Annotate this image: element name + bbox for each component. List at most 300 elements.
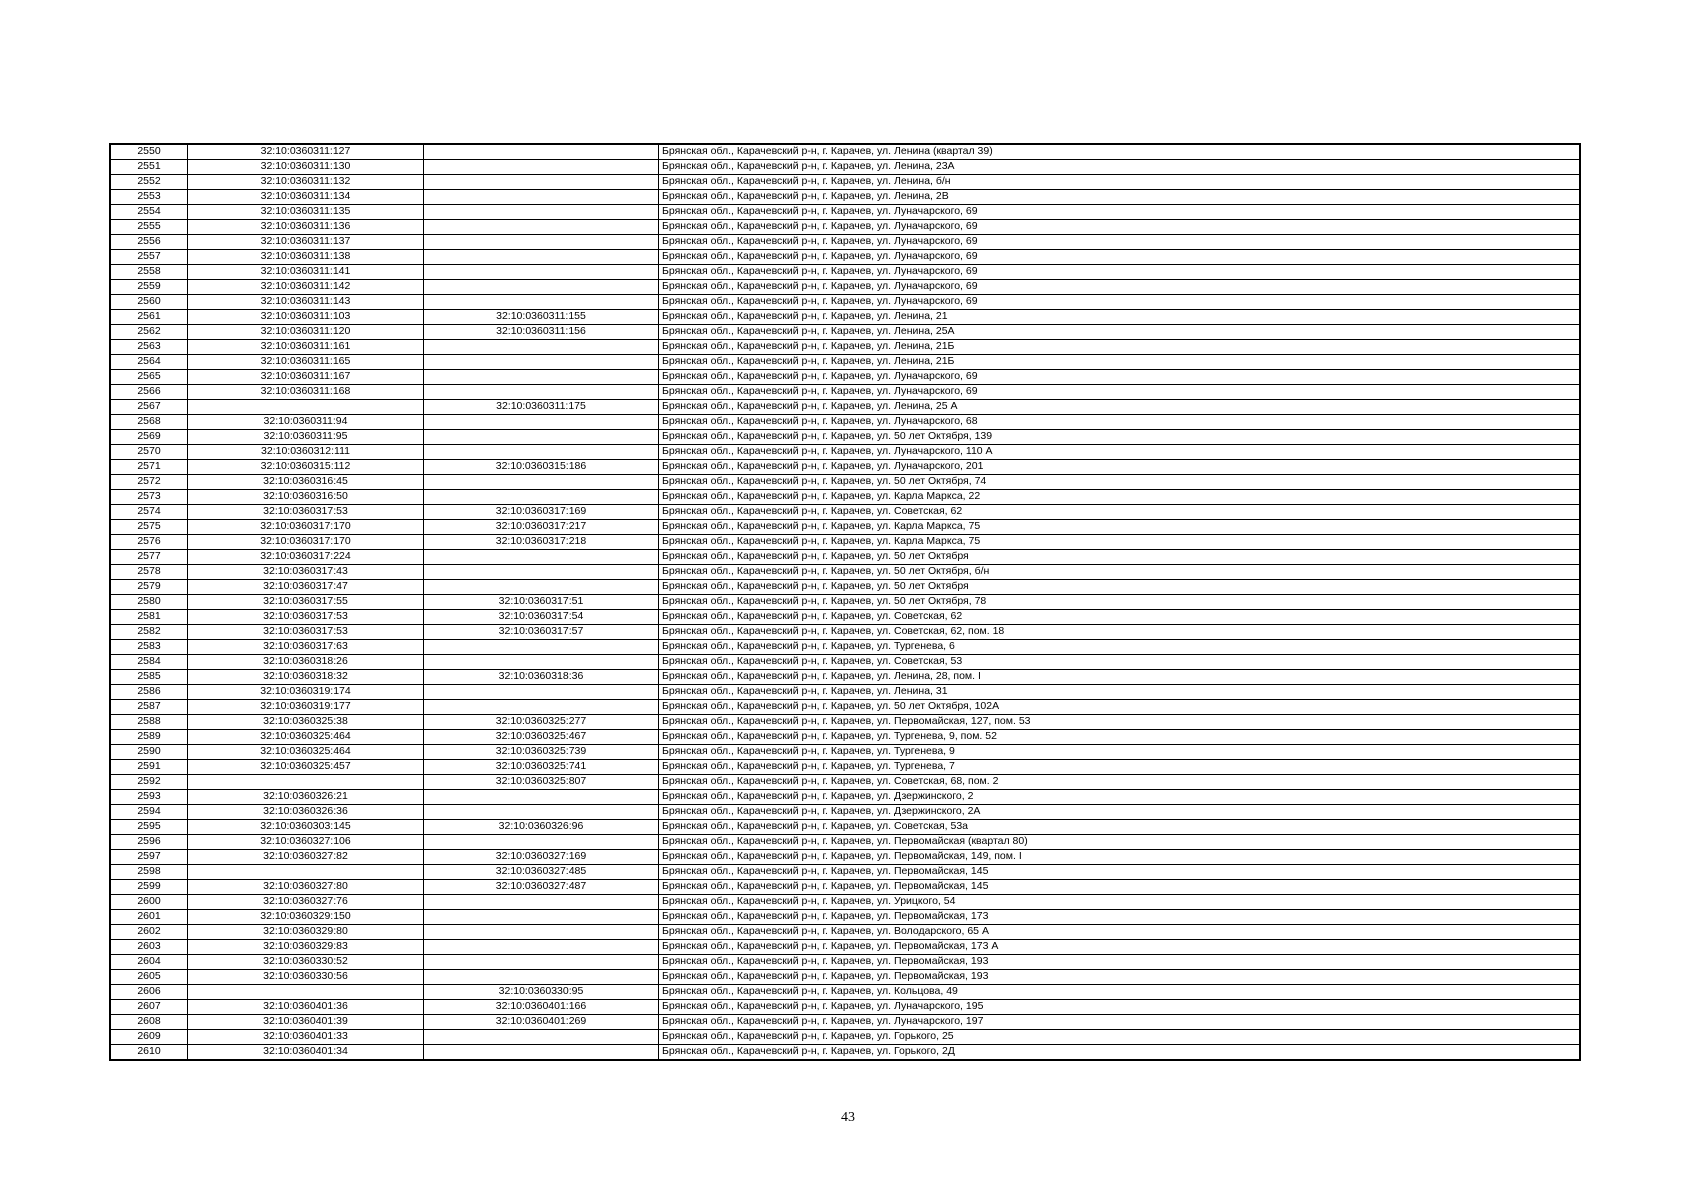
table-row <box>110 985 1580 1000</box>
row-number-cell: 2591 <box>110 760 188 775</box>
address-cell: Брянская обл., Карачевский р-н, г. Карачев, ул. 50 лет Октября, 78 <box>659 595 1581 610</box>
table-row <box>110 655 1580 670</box>
object-cadastral-number-cell <box>424 490 659 505</box>
row-number-cell: 2559 <box>110 280 188 295</box>
table-row <box>110 550 1580 565</box>
table-row <box>110 700 1580 715</box>
table-row <box>110 325 1580 340</box>
address-cell: Брянская обл., Карачевский р-н, г. Карачев, ул. 50 лет Октября <box>659 580 1581 595</box>
cadastral-number-cell: 32:10:0360311:165 <box>188 355 424 370</box>
address-cell: Брянская обл., Карачевский р-н, г. Карачев, ул. Луначарского, 69 <box>659 370 1581 385</box>
cadastral-number-cell: 32:10:0360303:145 <box>188 820 424 835</box>
table-row <box>110 910 1580 925</box>
address-cell: Брянская обл., Карачевский р-н, г. Карачев, ул. Луначарского, 69 <box>659 205 1581 220</box>
object-cadastral-number-cell <box>424 565 659 580</box>
object-cadastral-number-cell: 32:10:0360317:218 <box>424 535 659 550</box>
cadastral-number-cell: 32:10:0360317:53 <box>188 625 424 640</box>
address-cell: Брянская обл., Карачевский р-н, г. Карачев, ул. Первомайская, 173 <box>659 910 1581 925</box>
address-cell: Брянская обл., Карачевский р-н, г. Карачев, ул. Луначарского, 69 <box>659 250 1581 265</box>
row-number-cell: 2609 <box>110 1030 188 1045</box>
object-cadastral-number-cell <box>424 955 659 970</box>
table-row <box>110 1000 1580 1015</box>
row-number-cell: 2587 <box>110 700 188 715</box>
address-cell: Брянская обл., Карачевский р-н, г. Карачев, ул. Первомайская, 193 <box>659 970 1581 985</box>
cadastral-number-cell: 32:10:0360317:170 <box>188 535 424 550</box>
address-cell: Брянская обл., Карачевский р-н, г. Карачев, ул. Луначарского, 69 <box>659 280 1581 295</box>
register-table <box>109 143 1581 1061</box>
address-cell: Брянская обл., Карачевский р-н, г. Карачев, ул. Дзержинского, 2А <box>659 805 1581 820</box>
address-cell: Брянская обл., Карачевский р-н, г. Карачев, ул. Луначарского, 201 <box>659 460 1581 475</box>
cadastral-number-cell: 32:10:0360316:50 <box>188 490 424 505</box>
object-cadastral-number-cell <box>424 655 659 670</box>
object-cadastral-number-cell: 32:10:0360327:487 <box>424 880 659 895</box>
address-cell: Брянская обл., Карачевский р-н, г. Карачев, ул. Дзержинского, 2 <box>659 790 1581 805</box>
object-cadastral-number-cell: 32:10:0360325:467 <box>424 730 659 745</box>
cadastral-number-cell: 32:10:0360329:80 <box>188 925 424 940</box>
object-cadastral-number-cell: 32:10:0360325:277 <box>424 715 659 730</box>
cadastral-number-cell: 32:10:0360325:464 <box>188 745 424 760</box>
address-cell: Брянская обл., Карачевский р-н, г. Карачев, ул. Ленина, 25 А <box>659 400 1581 415</box>
object-cadastral-number-cell <box>424 430 659 445</box>
row-number-cell: 2582 <box>110 625 188 640</box>
object-cadastral-number-cell <box>424 175 659 190</box>
row-number-cell: 2577 <box>110 550 188 565</box>
table-row <box>110 160 1580 175</box>
row-number-cell: 2580 <box>110 595 188 610</box>
row-number-cell: 2575 <box>110 520 188 535</box>
table-row <box>110 820 1580 835</box>
object-cadastral-number-cell: 32:10:0360311:156 <box>424 325 659 340</box>
table-row <box>110 190 1580 205</box>
address-cell: Брянская обл., Карачевский р-н, г. Карачев, ул. Луначарского, 197 <box>659 1015 1581 1030</box>
address-cell: Брянская обл., Карачевский р-н, г. Карачев, ул. Первомайская, 193 <box>659 955 1581 970</box>
object-cadastral-number-cell: 32:10:0360401:166 <box>424 1000 659 1015</box>
cadastral-number-cell: 32:10:0360327:82 <box>188 850 424 865</box>
row-number-cell: 2551 <box>110 160 188 175</box>
cadastral-number-cell: 32:10:0360317:170 <box>188 520 424 535</box>
row-number-cell: 2594 <box>110 805 188 820</box>
address-cell: Брянская обл., Карачевский р-н, г. Карачев, ул. Ленина (квартал 39) <box>659 144 1581 160</box>
table-row <box>110 430 1580 445</box>
table-row <box>110 460 1580 475</box>
cadastral-number-cell: 32:10:0360317:63 <box>188 640 424 655</box>
object-cadastral-number-cell: 32:10:0360327:169 <box>424 850 659 865</box>
cadastral-number-cell: 32:10:0360311:120 <box>188 325 424 340</box>
table-row <box>110 280 1580 295</box>
table-row <box>110 265 1580 280</box>
cadastral-number-cell: 32:10:0360326:21 <box>188 790 424 805</box>
object-cadastral-number-cell <box>424 205 659 220</box>
table-row <box>110 310 1580 325</box>
address-cell: Брянская обл., Карачевский р-н, г. Карачев, ул. Первомайская, 173 А <box>659 940 1581 955</box>
cadastral-number-cell: 32:10:0360311:142 <box>188 280 424 295</box>
object-cadastral-number-cell <box>424 235 659 250</box>
object-cadastral-number-cell: 32:10:0360311:175 <box>424 400 659 415</box>
cadastral-number-cell: 32:10:0360317:55 <box>188 595 424 610</box>
object-cadastral-number-cell <box>424 160 659 175</box>
table-row <box>110 970 1580 985</box>
cadastral-number-cell: 32:10:0360311:143 <box>188 295 424 310</box>
row-number-cell: 2584 <box>110 655 188 670</box>
row-number-cell: 2603 <box>110 940 188 955</box>
object-cadastral-number-cell: 32:10:0360317:169 <box>424 505 659 520</box>
table-row <box>110 144 1580 160</box>
object-cadastral-number-cell: 32:10:0360401:269 <box>424 1015 659 1030</box>
object-cadastral-number-cell: 32:10:0360317:57 <box>424 625 659 640</box>
cadastral-number-cell: 32:10:0360330:52 <box>188 955 424 970</box>
row-number-cell: 2608 <box>110 1015 188 1030</box>
object-cadastral-number-cell <box>424 415 659 430</box>
row-number-cell: 2592 <box>110 775 188 790</box>
address-cell: Брянская обл., Карачевский р-н, г. Карачев, ул. Володарского, 65 А <box>659 925 1581 940</box>
address-cell: Брянская обл., Карачевский р-н, г. Карачев, ул. Ленина, 21Б <box>659 355 1581 370</box>
table-row <box>110 595 1580 610</box>
address-cell: Брянская обл., Карачевский р-н, г. Карачев, ул. Первомайская, 149, пом. I <box>659 850 1581 865</box>
address-cell: Брянская обл., Карачевский р-н, г. Карачев, ул. Луначарского, 195 <box>659 1000 1581 1015</box>
address-cell: Брянская обл., Карачевский р-н, г. Карачев, ул. Урицкого, 54 <box>659 895 1581 910</box>
cadastral-number-cell: 32:10:0360311:161 <box>188 340 424 355</box>
table-row <box>110 745 1580 760</box>
address-cell: Брянская обл., Карачевский р-н, г. Карачев, ул. Ленина, 21 <box>659 310 1581 325</box>
table-row <box>110 250 1580 265</box>
table-row <box>110 295 1580 310</box>
row-number-cell: 2597 <box>110 850 188 865</box>
object-cadastral-number-cell <box>424 250 659 265</box>
address-cell: Брянская обл., Карачевский р-н, г. Карачев, ул. Луначарского, 69 <box>659 385 1581 400</box>
address-cell: Брянская обл., Карачевский р-н, г. Карачев, ул. Луначарского, 69 <box>659 235 1581 250</box>
cadastral-number-cell: 32:10:0360311:95 <box>188 430 424 445</box>
object-cadastral-number-cell: 32:10:0360311:155 <box>424 310 659 325</box>
cadastral-number-cell: 32:10:0360316:45 <box>188 475 424 490</box>
row-number-cell: 2560 <box>110 295 188 310</box>
row-number-cell: 2585 <box>110 670 188 685</box>
table-row <box>110 925 1580 940</box>
object-cadastral-number-cell <box>424 910 659 925</box>
row-number-cell: 2561 <box>110 310 188 325</box>
row-number-cell: 2579 <box>110 580 188 595</box>
address-cell: Брянская обл., Карачевский р-н, г. Карачев, ул. Луначарского, 110 А <box>659 445 1581 460</box>
cadastral-number-cell: 32:10:0360319:174 <box>188 685 424 700</box>
address-cell: Брянская обл., Карачевский р-н, г. Карачев, ул. 50 лет Октября, 139 <box>659 430 1581 445</box>
row-number-cell: 2562 <box>110 325 188 340</box>
table-row <box>110 340 1580 355</box>
cadastral-number-cell: 32:10:0360401:36 <box>188 1000 424 1015</box>
address-cell: Брянская обл., Карачевский р-н, г. Карачев, ул. Ленина, 28, пом. I <box>659 670 1581 685</box>
cadastral-number-cell <box>188 865 424 880</box>
address-cell: Брянская обл., Карачевский р-н, г. Карачев, ул. Луначарского, 68 <box>659 415 1581 430</box>
address-cell: Брянская обл., Карачевский р-н, г. Карачев, ул. Ленина, б/н <box>659 175 1581 190</box>
row-number-cell: 2568 <box>110 415 188 430</box>
row-number-cell: 2566 <box>110 385 188 400</box>
object-cadastral-number-cell <box>424 280 659 295</box>
table-row <box>110 385 1580 400</box>
row-number-cell: 2557 <box>110 250 188 265</box>
table-row <box>110 220 1580 235</box>
row-number-cell: 2558 <box>110 265 188 280</box>
address-cell: Брянская обл., Карачевский р-н, г. Карачев, ул. Горького, 25 <box>659 1030 1581 1045</box>
object-cadastral-number-cell <box>424 835 659 850</box>
address-cell: Брянская обл., Карачевский р-н, г. Карачев, ул. Карла Маркса, 75 <box>659 535 1581 550</box>
table-row <box>110 490 1580 505</box>
cadastral-number-cell: 32:10:0360311:103 <box>188 310 424 325</box>
object-cadastral-number-cell <box>424 295 659 310</box>
row-number-cell: 2576 <box>110 535 188 550</box>
address-cell: Брянская обл., Карачевский р-н, г. Карачев, ул. Советская, 53 <box>659 655 1581 670</box>
table-row <box>110 610 1580 625</box>
object-cadastral-number-cell: 32:10:0360318:36 <box>424 670 659 685</box>
address-cell: Брянская обл., Карачевский р-н, г. Карачев, ул. Ленина, 2В <box>659 190 1581 205</box>
row-number-cell: 2589 <box>110 730 188 745</box>
object-cadastral-number-cell <box>424 265 659 280</box>
object-cadastral-number-cell <box>424 1045 659 1061</box>
object-cadastral-number-cell <box>424 340 659 355</box>
row-number-cell: 2588 <box>110 715 188 730</box>
row-number-cell: 2573 <box>110 490 188 505</box>
address-cell: Брянская обл., Карачевский р-н, г. Карачев, ул. Тургенева, 9, пом. 52 <box>659 730 1581 745</box>
address-cell: Брянская обл., Карачевский р-н, г. Карачев, ул. Тургенева, 6 <box>659 640 1581 655</box>
object-cadastral-number-cell <box>424 640 659 655</box>
table-row <box>110 775 1580 790</box>
object-cadastral-number-cell: 32:10:0360325:741 <box>424 760 659 775</box>
table-row <box>110 205 1580 220</box>
cadastral-number-cell: 32:10:0360318:32 <box>188 670 424 685</box>
cadastral-number-cell: 32:10:0360311:136 <box>188 220 424 235</box>
table-row <box>110 715 1580 730</box>
cadastral-number-cell: 32:10:0360317:53 <box>188 610 424 625</box>
table-row <box>110 685 1580 700</box>
row-number-cell: 2583 <box>110 640 188 655</box>
address-cell: Брянская обл., Карачевский р-н, г. Карачев, ул. Первомайская (квартал 80) <box>659 835 1581 850</box>
table-row <box>110 535 1580 550</box>
cadastral-number-cell: 32:10:0360311:168 <box>188 385 424 400</box>
row-number-cell: 2552 <box>110 175 188 190</box>
table-row <box>110 1045 1580 1061</box>
row-number-cell: 2581 <box>110 610 188 625</box>
object-cadastral-number-cell <box>424 925 659 940</box>
address-cell: Брянская обл., Карачевский р-н, г. Карачев, ул. Тургенева, 7 <box>659 760 1581 775</box>
address-cell: Брянская обл., Карачевский р-н, г. Карачев, ул. Советская, 62, пом. 18 <box>659 625 1581 640</box>
row-number-cell: 2556 <box>110 235 188 250</box>
row-number-cell: 2578 <box>110 565 188 580</box>
address-cell: Брянская обл., Карачевский р-н, г. Карачев, ул. Луначарского, 69 <box>659 265 1581 280</box>
address-cell: Брянская обл., Карачевский р-н, г. Карачев, ул. Первомайская, 145 <box>659 880 1581 895</box>
object-cadastral-number-cell <box>424 550 659 565</box>
object-cadastral-number-cell: 32:10:0360330:95 <box>424 985 659 1000</box>
table-row <box>110 850 1580 865</box>
table-row <box>110 835 1580 850</box>
cadastral-number-cell: 32:10:0360311:132 <box>188 175 424 190</box>
cadastral-number-cell: 32:10:0360325:457 <box>188 760 424 775</box>
cadastral-number-cell: 32:10:0360317:224 <box>188 550 424 565</box>
cadastral-number-cell: 32:10:0360330:56 <box>188 970 424 985</box>
table-row <box>110 400 1580 415</box>
table-row <box>110 1030 1580 1045</box>
row-number-cell: 2565 <box>110 370 188 385</box>
object-cadastral-number-cell: 32:10:0360315:186 <box>424 460 659 475</box>
row-number-cell: 2596 <box>110 835 188 850</box>
object-cadastral-number-cell: 32:10:0360317:51 <box>424 595 659 610</box>
object-cadastral-number-cell: 32:10:0360326:96 <box>424 820 659 835</box>
cadastral-number-cell: 32:10:0360327:80 <box>188 880 424 895</box>
address-cell: Брянская обл., Карачевский р-н, г. Карачев, ул. Луначарского, 69 <box>659 220 1581 235</box>
object-cadastral-number-cell: 32:10:0360327:485 <box>424 865 659 880</box>
object-cadastral-number-cell <box>424 1030 659 1045</box>
object-cadastral-number-cell: 32:10:0360317:54 <box>424 610 659 625</box>
address-cell: Брянская обл., Карачевский р-н, г. Карачев, ул. Карла Маркса, 75 <box>659 520 1581 535</box>
row-number-cell: 2602 <box>110 925 188 940</box>
object-cadastral-number-cell <box>424 220 659 235</box>
object-cadastral-number-cell <box>424 144 659 160</box>
object-cadastral-number-cell <box>424 445 659 460</box>
cadastral-number-cell <box>188 400 424 415</box>
table-row <box>110 565 1580 580</box>
object-cadastral-number-cell <box>424 895 659 910</box>
address-cell: Брянская обл., Карачевский р-н, г. Карачев, ул. Ленина, 25А <box>659 325 1581 340</box>
table-row <box>110 625 1580 640</box>
object-cadastral-number-cell <box>424 805 659 820</box>
table-row <box>110 940 1580 955</box>
cadastral-number-cell: 32:10:0360311:138 <box>188 250 424 265</box>
table-row <box>110 790 1580 805</box>
cadastral-number-cell: 32:10:0360329:150 <box>188 910 424 925</box>
row-number-cell: 2563 <box>110 340 188 355</box>
table-row <box>110 895 1580 910</box>
cadastral-number-cell: 32:10:0360401:39 <box>188 1015 424 1030</box>
row-number-cell: 2600 <box>110 895 188 910</box>
table-row <box>110 760 1580 775</box>
table-row <box>110 370 1580 385</box>
object-cadastral-number-cell <box>424 370 659 385</box>
row-number-cell: 2550 <box>110 144 188 160</box>
address-cell: Брянская обл., Карачевский р-н, г. Карачев, ул. Кольцова, 49 <box>659 985 1581 1000</box>
object-cadastral-number-cell <box>424 385 659 400</box>
cadastral-number-cell: 32:10:0360311:130 <box>188 160 424 175</box>
object-cadastral-number-cell <box>424 940 659 955</box>
object-cadastral-number-cell <box>424 790 659 805</box>
address-cell: Брянская обл., Карачевский р-н, г. Карачев, ул. Карла Маркса, 22 <box>659 490 1581 505</box>
table-row <box>110 580 1580 595</box>
row-number-cell: 2607 <box>110 1000 188 1015</box>
cadastral-number-cell: 32:10:0360311:127 <box>188 144 424 160</box>
row-number-cell: 2610 <box>110 1045 188 1061</box>
object-cadastral-number-cell <box>424 190 659 205</box>
table-row <box>110 805 1580 820</box>
row-number-cell: 2599 <box>110 880 188 895</box>
object-cadastral-number-cell <box>424 355 659 370</box>
table-row <box>110 445 1580 460</box>
table-row <box>110 505 1580 520</box>
cadastral-number-cell: 32:10:0360326:36 <box>188 805 424 820</box>
cadastral-number-cell: 32:10:0360401:33 <box>188 1030 424 1045</box>
address-cell: Брянская обл., Карачевский р-н, г. Карачев, ул. Советская, 62 <box>659 610 1581 625</box>
cadastral-number-cell <box>188 775 424 790</box>
row-number-cell: 2598 <box>110 865 188 880</box>
row-number-cell: 2564 <box>110 355 188 370</box>
object-cadastral-number-cell <box>424 700 659 715</box>
row-number-cell: 2586 <box>110 685 188 700</box>
cadastral-number-cell: 32:10:0360317:47 <box>188 580 424 595</box>
row-number-cell: 2604 <box>110 955 188 970</box>
cadastral-number-cell: 32:10:0360325:38 <box>188 715 424 730</box>
address-cell: Брянская обл., Карачевский р-н, г. Карачев, ул. Первомайская, 145 <box>659 865 1581 880</box>
object-cadastral-number-cell: 32:10:0360325:807 <box>424 775 659 790</box>
object-cadastral-number-cell <box>424 685 659 700</box>
address-cell: Брянская обл., Карачевский р-н, г. Карачев, ул. 50 лет Октября <box>659 550 1581 565</box>
cadastral-number-cell: 32:10:0360317:43 <box>188 565 424 580</box>
cadastral-number-cell: 32:10:0360401:34 <box>188 1045 424 1061</box>
table-row <box>110 175 1580 190</box>
address-cell: Брянская обл., Карачевский р-н, г. Карачев, ул. 50 лет Октября, 102А <box>659 700 1581 715</box>
object-cadastral-number-cell <box>424 580 659 595</box>
address-cell: Брянская обл., Карачевский р-н, г. Карачев, ул. Первомайская, 127, пом. 53 <box>659 715 1581 730</box>
table-row <box>110 475 1580 490</box>
object-cadastral-number-cell: 32:10:0360325:739 <box>424 745 659 760</box>
table-row <box>110 865 1580 880</box>
row-number-cell: 2606 <box>110 985 188 1000</box>
row-number-cell: 2595 <box>110 820 188 835</box>
register-table-body <box>110 144 1580 1060</box>
address-cell: Брянская обл., Карачевский р-н, г. Карачев, ул. Ленина, 31 <box>659 685 1581 700</box>
row-number-cell: 2593 <box>110 790 188 805</box>
table-row <box>110 640 1580 655</box>
row-number-cell: 2601 <box>110 910 188 925</box>
row-number-cell: 2605 <box>110 970 188 985</box>
cadastral-number-cell: 32:10:0360311:134 <box>188 190 424 205</box>
cadastral-number-cell: 32:10:0360317:53 <box>188 505 424 520</box>
table-row <box>110 730 1580 745</box>
row-number-cell: 2567 <box>110 400 188 415</box>
cadastral-number-cell: 32:10:0360311:94 <box>188 415 424 430</box>
cadastral-number-cell: 32:10:0360329:83 <box>188 940 424 955</box>
page-number: 43 <box>841 1110 855 1125</box>
address-cell: Брянская обл., Карачевский р-н, г. Карачев, ул. Тургенева, 9 <box>659 745 1581 760</box>
table-row <box>110 520 1580 535</box>
address-cell: Брянская обл., Карачевский р-н, г. Карачев, ул. Советская, 53а <box>659 820 1581 835</box>
cadastral-number-cell: 32:10:0360311:141 <box>188 265 424 280</box>
address-cell: Брянская обл., Карачевский р-н, г. Карачев, ул. 50 лет Октября, 74 <box>659 475 1581 490</box>
table-row <box>110 880 1580 895</box>
table-row <box>110 415 1580 430</box>
row-number-cell: 2574 <box>110 505 188 520</box>
object-cadastral-number-cell: 32:10:0360317:217 <box>424 520 659 535</box>
cadastral-number-cell: 32:10:0360312:111 <box>188 445 424 460</box>
row-number-cell: 2571 <box>110 460 188 475</box>
cadastral-number-cell: 32:10:0360327:76 <box>188 895 424 910</box>
cadastral-number-cell: 32:10:0360311:167 <box>188 370 424 385</box>
table-row <box>110 355 1580 370</box>
cadastral-number-cell: 32:10:0360311:137 <box>188 235 424 250</box>
cadastral-number-cell: 32:10:0360311:135 <box>188 205 424 220</box>
table-row <box>110 670 1580 685</box>
cadastral-number-cell: 32:10:0360315:112 <box>188 460 424 475</box>
row-number-cell: 2553 <box>110 190 188 205</box>
object-cadastral-number-cell <box>424 475 659 490</box>
address-cell: Брянская обл., Карачевский р-н, г. Карачев, ул. 50 лет Октября, б/н <box>659 565 1581 580</box>
object-cadastral-number-cell <box>424 970 659 985</box>
cadastral-number-cell: 32:10:0360327:106 <box>188 835 424 850</box>
row-number-cell: 2572 <box>110 475 188 490</box>
address-cell: Брянская обл., Карачевский р-н, г. Карачев, ул. Луначарского, 69 <box>659 295 1581 310</box>
cadastral-number-cell: 32:10:0360318:26 <box>188 655 424 670</box>
row-number-cell: 2570 <box>110 445 188 460</box>
row-number-cell: 2590 <box>110 745 188 760</box>
address-cell: Брянская обл., Карачевский р-н, г. Карачев, ул. Ленина, 21Б <box>659 340 1581 355</box>
row-number-cell: 2555 <box>110 220 188 235</box>
address-cell: Брянская обл., Карачевский р-н, г. Карачев, ул. Советская, 68, пом. 2 <box>659 775 1581 790</box>
table-row <box>110 235 1580 250</box>
table-row <box>110 1015 1580 1030</box>
row-number-cell: 2569 <box>110 430 188 445</box>
